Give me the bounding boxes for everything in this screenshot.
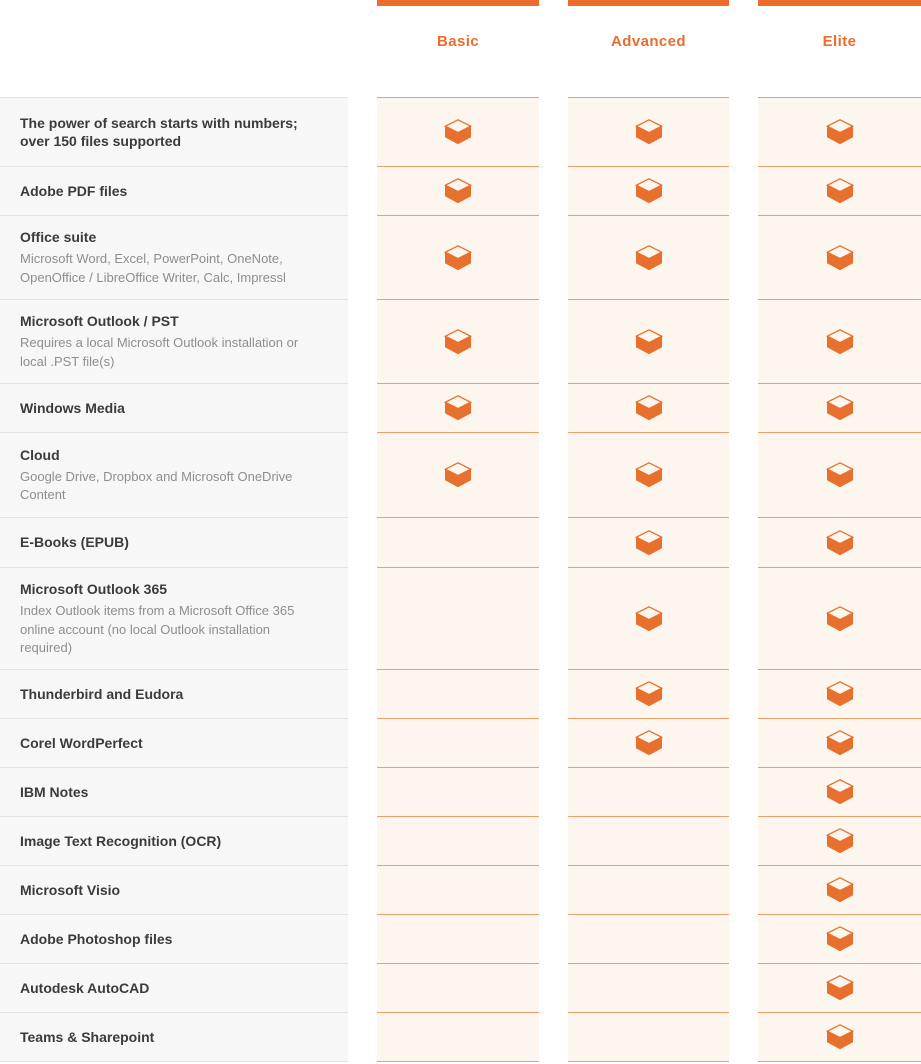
cube-icon xyxy=(826,779,854,805)
plan-cell-basic xyxy=(377,718,539,767)
cube-icon xyxy=(826,681,854,707)
cube-icon xyxy=(826,926,854,952)
plan-cell-advanced xyxy=(568,914,729,963)
plan-cell-elite xyxy=(758,383,921,432)
plan-cell-elite xyxy=(758,567,921,669)
feature-description: Microsoft Word, Excel, PowerPoint, OneNote, OpenOffice / LibreOffice Writer, Calc, Impressl xyxy=(20,251,286,285)
plan-column-advanced xyxy=(568,0,729,1062)
feature-row xyxy=(0,767,348,816)
feature-row xyxy=(0,865,348,914)
cube-icon xyxy=(826,329,854,355)
plan-cell-advanced xyxy=(568,215,729,299)
plan-cell-advanced xyxy=(568,865,729,914)
plan-cell-basic xyxy=(377,767,539,816)
cube-icon xyxy=(826,730,854,756)
plan-rows-advanced xyxy=(568,97,729,1062)
plan-topbar xyxy=(377,0,539,6)
cube-icon xyxy=(635,462,663,488)
cube-icon xyxy=(635,395,663,421)
plan-topbar xyxy=(758,0,921,6)
cube-icon xyxy=(635,530,663,556)
feature-row xyxy=(0,517,348,567)
cube-icon xyxy=(444,178,472,204)
cube-icon xyxy=(826,975,854,1001)
plan-cell-advanced xyxy=(568,816,729,865)
plan-name-advanced: Advanced xyxy=(611,33,686,50)
feature-row xyxy=(0,816,348,865)
feature-description: Google Drive, Dropbox and Microsoft OneDrive Content xyxy=(20,468,293,503)
plan-cell-basic xyxy=(377,97,539,166)
feature-row xyxy=(0,97,348,166)
feature-title: IBM Notes xyxy=(20,783,89,800)
plan-cell-elite xyxy=(758,97,921,166)
feature-description: Index Outlook items from a Microsoft Office 365 online account (no local Outlook installation required) xyxy=(20,603,295,655)
plan-name-elite: Elite xyxy=(822,33,857,50)
cube-icon xyxy=(826,828,854,854)
cube-icon xyxy=(635,606,663,632)
plan-cell-basic xyxy=(377,517,539,567)
plan-cell-elite xyxy=(758,517,921,567)
feature-row xyxy=(0,432,348,517)
cube-icon xyxy=(444,462,472,488)
plan-cell-advanced xyxy=(568,166,729,215)
cube-icon xyxy=(635,245,663,271)
features-header-spacer xyxy=(0,0,348,97)
cube-icon xyxy=(444,329,472,355)
feature-title: Microsoft Visio xyxy=(20,881,121,898)
plan-cell-basic xyxy=(377,567,539,669)
plan-cell-advanced xyxy=(568,963,729,1012)
plan-cell-basic xyxy=(377,215,539,299)
feature-row xyxy=(0,914,348,963)
plan-cell-advanced xyxy=(568,383,729,432)
feature-title: Windows Media xyxy=(20,399,125,416)
plan-rows-elite xyxy=(758,97,921,1062)
cube-icon xyxy=(826,606,854,632)
plan-cell-basic xyxy=(377,383,539,432)
feature-title: Adobe Photoshop files xyxy=(20,930,173,947)
feature-title: Corel WordPerfect xyxy=(20,734,143,751)
cube-icon xyxy=(635,178,663,204)
plan-cell-advanced xyxy=(568,299,729,383)
plan-cell-elite xyxy=(758,963,921,1012)
feature-title: Teams & Sharepoint xyxy=(20,1028,155,1045)
feature-row xyxy=(0,567,348,669)
plan-column-basic xyxy=(377,0,539,1062)
feature-row xyxy=(0,1012,348,1061)
feature-row xyxy=(0,718,348,767)
feature-title: Autodesk AutoCAD xyxy=(20,979,150,996)
plan-column-elite xyxy=(758,0,921,1062)
plan-cell-advanced xyxy=(568,669,729,718)
plan-cell-basic xyxy=(377,166,539,215)
plan-cell-elite xyxy=(758,767,921,816)
plan-header-advanced xyxy=(568,0,729,97)
plan-cell-elite xyxy=(758,299,921,383)
feature-title: Microsoft Outlook / PST xyxy=(20,313,179,330)
features-column xyxy=(0,0,348,1062)
plan-cell-elite xyxy=(758,914,921,963)
cube-icon xyxy=(444,245,472,271)
cube-icon xyxy=(444,395,472,421)
plan-cell-basic xyxy=(377,432,539,517)
cube-icon xyxy=(635,329,663,355)
feature-row xyxy=(0,383,348,432)
plan-rows-basic xyxy=(377,97,539,1062)
plan-cell-elite xyxy=(758,215,921,299)
plan-cell-basic xyxy=(377,963,539,1012)
feature-rows xyxy=(0,97,348,1062)
plan-header-elite xyxy=(758,0,921,97)
plan-cell-advanced xyxy=(568,767,729,816)
feature-row xyxy=(0,669,348,718)
cube-icon xyxy=(635,681,663,707)
feature-title: E-Books (EPUB) xyxy=(20,534,129,551)
plan-cell-advanced xyxy=(568,1012,729,1061)
feature-title: Microsoft Outlook 365 xyxy=(20,581,168,598)
cube-icon xyxy=(826,462,854,488)
cube-icon xyxy=(826,530,854,556)
feature-title: The power of search starts with numbers; over 150 files supported xyxy=(20,114,298,149)
plan-cell-elite xyxy=(758,669,921,718)
feature-title: Cloud xyxy=(20,446,60,463)
plan-cell-elite xyxy=(758,816,921,865)
plan-cell-basic xyxy=(377,865,539,914)
plan-cell-advanced xyxy=(568,432,729,517)
feature-row xyxy=(0,166,348,215)
feature-title: Thunderbird and Eudora xyxy=(20,685,184,702)
cube-icon xyxy=(826,395,854,421)
plan-cell-elite xyxy=(758,718,921,767)
plan-cell-elite xyxy=(758,1012,921,1061)
plan-cell-advanced xyxy=(568,567,729,669)
plan-name-basic: Basic xyxy=(436,33,480,50)
plan-cell-elite xyxy=(758,865,921,914)
feature-row xyxy=(0,299,348,383)
plan-cell-basic xyxy=(377,669,539,718)
plan-cell-basic xyxy=(377,914,539,963)
plan-cell-basic xyxy=(377,299,539,383)
plan-header-basic xyxy=(377,0,539,97)
plan-cell-elite xyxy=(758,166,921,215)
cube-icon xyxy=(635,119,663,145)
cube-icon xyxy=(826,178,854,204)
cube-icon xyxy=(826,119,854,145)
cube-icon xyxy=(635,730,663,756)
plan-cell-basic xyxy=(377,816,539,865)
cube-icon xyxy=(826,245,854,271)
feature-row xyxy=(0,215,348,299)
feature-title: Image Text Recognition (OCR) xyxy=(20,832,222,849)
feature-title: Office suite xyxy=(20,229,97,246)
plan-cell-elite xyxy=(758,432,921,517)
cube-icon xyxy=(826,1024,854,1050)
feature-description: Requires a local Microsoft Outlook installation or local .PST file(s) xyxy=(20,335,299,369)
plan-cell-advanced xyxy=(568,97,729,166)
feature-row xyxy=(0,963,348,1012)
plan-cell-advanced xyxy=(568,517,729,567)
cube-icon xyxy=(444,119,472,145)
feature-title: Adobe PDF files xyxy=(20,182,128,199)
plan-topbar xyxy=(568,0,729,6)
plan-cell-advanced xyxy=(568,718,729,767)
plan-cell-basic xyxy=(377,1012,539,1061)
cube-icon xyxy=(826,877,854,903)
